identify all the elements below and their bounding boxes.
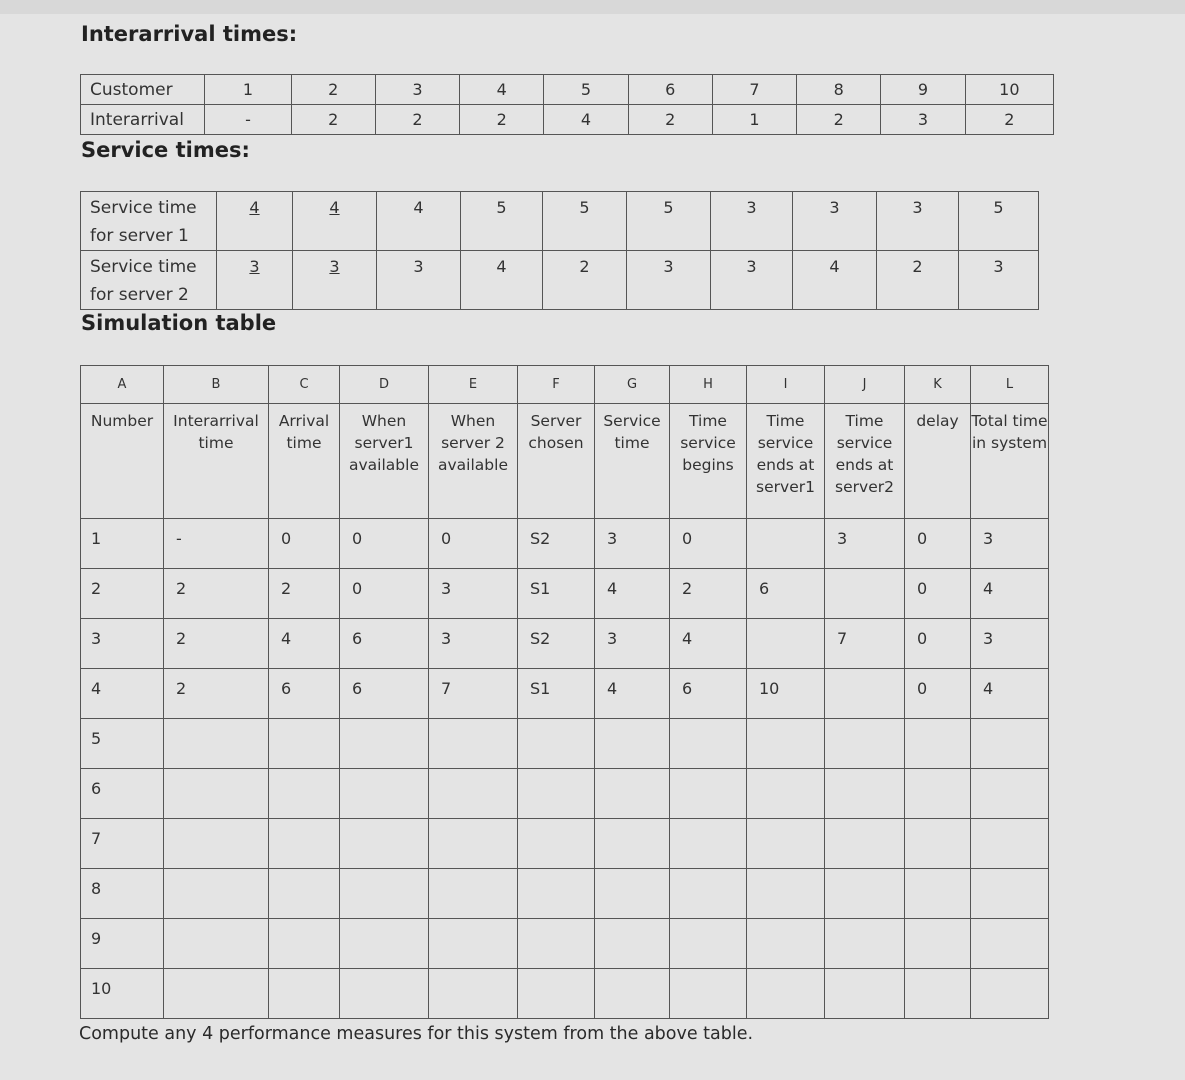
table-cell: S1 <box>518 569 595 619</box>
table-cell: 3 <box>377 251 461 310</box>
table-cell: 0 <box>905 619 971 669</box>
table-cell: 6 <box>269 669 340 719</box>
table-cell <box>971 719 1049 769</box>
table-cell: 0 <box>269 519 340 569</box>
table-cell <box>340 819 429 869</box>
table-cell: 3 <box>971 519 1049 569</box>
table-cell <box>164 769 269 819</box>
column-header-row <box>81 404 1049 519</box>
table-cell: 4 <box>460 75 544 105</box>
table-cell: 2 <box>375 105 459 135</box>
table-row <box>81 519 1049 569</box>
footer-instruction: Compute any 4 performance measures for this system from the above table. <box>79 1024 754 1044</box>
table-cell: 3 <box>825 519 905 569</box>
table-cell: 3 <box>375 75 459 105</box>
column-header: Number <box>81 404 164 519</box>
table-cell <box>825 769 905 819</box>
column-header: Interarrival time <box>164 404 269 519</box>
column-letter: L <box>971 366 1049 404</box>
table-cell: 3 <box>429 569 518 619</box>
table-cell <box>429 969 518 1019</box>
table-row <box>81 719 1049 769</box>
table-cell: 6 <box>340 619 429 669</box>
service-row <box>81 192 1039 251</box>
column-letter: J <box>825 366 905 404</box>
column-letter: H <box>670 366 747 404</box>
table-cell <box>269 769 340 819</box>
table-cell: - <box>164 519 269 569</box>
table-cell <box>825 569 905 619</box>
table-cell: 6 <box>81 769 164 819</box>
table-cell <box>971 969 1049 1019</box>
column-header: Service time <box>595 404 670 519</box>
table-row <box>81 819 1049 869</box>
table-cell: 0 <box>340 519 429 569</box>
column-letter: F <box>518 366 595 404</box>
table-row <box>81 669 1049 719</box>
table-cell: 5 <box>959 192 1039 251</box>
table-cell: 3 <box>293 251 377 310</box>
table-cell <box>747 619 825 669</box>
table-cell: 2 <box>543 251 627 310</box>
column-header: Time service ends at server1 <box>747 404 825 519</box>
table-cell: 5 <box>543 192 627 251</box>
row-label: Interarrival <box>81 105 205 135</box>
table-cell: 2 <box>797 105 881 135</box>
table-cell <box>905 919 971 969</box>
table-cell: 0 <box>905 519 971 569</box>
table-cell <box>747 969 825 1019</box>
table-cell <box>670 869 747 919</box>
table-cell <box>747 519 825 569</box>
table-cell <box>595 869 670 919</box>
table-cell: 4 <box>670 619 747 669</box>
table-cell: 10 <box>965 75 1053 105</box>
table-cell <box>670 919 747 969</box>
table-row <box>81 919 1049 969</box>
table-cell <box>518 719 595 769</box>
table-cell <box>747 719 825 769</box>
table-cell <box>825 719 905 769</box>
table-cell <box>825 669 905 719</box>
table-cell: 5 <box>544 75 628 105</box>
table-cell <box>518 819 595 869</box>
table-cell <box>340 919 429 969</box>
table-cell <box>905 869 971 919</box>
column-letter: I <box>747 366 825 404</box>
table-cell: 9 <box>81 919 164 969</box>
table-cell <box>164 969 269 1019</box>
table-cell <box>747 919 825 969</box>
table-cell <box>429 919 518 969</box>
table-cell: 3 <box>959 251 1039 310</box>
table-row <box>81 569 1049 619</box>
table-cell: 0 <box>905 669 971 719</box>
table-cell: 3 <box>595 619 670 669</box>
table-cell <box>340 719 429 769</box>
column-letter: E <box>429 366 518 404</box>
table-cell <box>747 769 825 819</box>
table-cell: 4 <box>217 192 293 251</box>
table-cell: S2 <box>518 619 595 669</box>
interarrival-table <box>80 74 1054 135</box>
table-row <box>81 869 1049 919</box>
table-cell: 2 <box>628 105 712 135</box>
table-cell: 1 <box>712 105 796 135</box>
table-cell <box>595 769 670 819</box>
table-cell <box>340 769 429 819</box>
table-cell: S1 <box>518 669 595 719</box>
table-cell: 2 <box>81 569 164 619</box>
table-row <box>81 619 1049 669</box>
table-cell <box>429 719 518 769</box>
table-cell: 3 <box>627 251 711 310</box>
table-cell <box>825 819 905 869</box>
column-letter: A <box>81 366 164 404</box>
table-cell <box>164 719 269 769</box>
table-cell: 8 <box>81 869 164 919</box>
table-cell: 3 <box>81 619 164 669</box>
table-cell: 7 <box>81 819 164 869</box>
interarrival-row <box>81 105 1054 135</box>
table-cell: 6 <box>628 75 712 105</box>
table-cell <box>429 819 518 869</box>
table-cell: 3 <box>793 192 877 251</box>
table-cell <box>518 919 595 969</box>
table-cell: 7 <box>429 669 518 719</box>
table-cell: 1 <box>205 75 291 105</box>
table-cell: 9 <box>881 75 965 105</box>
column-header: When server1 available <box>340 404 429 519</box>
table-cell <box>747 869 825 919</box>
table-cell: 3 <box>217 251 293 310</box>
table-cell <box>595 819 670 869</box>
table-cell: 2 <box>670 569 747 619</box>
table-cell: 4 <box>595 569 670 619</box>
table-cell: 4 <box>81 669 164 719</box>
table-cell: 7 <box>825 619 905 669</box>
table-cell: 6 <box>670 669 747 719</box>
column-letter-row <box>81 366 1049 404</box>
table-cell: 3 <box>711 192 793 251</box>
table-cell: 7 <box>712 75 796 105</box>
table-cell <box>269 819 340 869</box>
column-header: delay <box>905 404 971 519</box>
table-cell <box>595 919 670 969</box>
column-header: Server chosen <box>518 404 595 519</box>
row-label: Service time for server 2 <box>81 251 217 310</box>
top-strip <box>0 0 1185 14</box>
table-row <box>81 969 1049 1019</box>
service-row <box>81 251 1039 310</box>
table-cell: 4 <box>544 105 628 135</box>
table-cell: 3 <box>429 619 518 669</box>
table-cell <box>905 769 971 819</box>
table-cell <box>164 869 269 919</box>
column-letter: G <box>595 366 670 404</box>
simulation-table <box>80 365 1049 1019</box>
table-cell <box>670 819 747 869</box>
table-cell: 2 <box>965 105 1053 135</box>
table-cell: 3 <box>595 519 670 569</box>
table-cell <box>429 769 518 819</box>
column-letter: K <box>905 366 971 404</box>
table-cell: 0 <box>905 569 971 619</box>
table-cell: 4 <box>793 251 877 310</box>
table-cell: 0 <box>429 519 518 569</box>
table-cell <box>595 719 670 769</box>
table-cell: 2 <box>164 569 269 619</box>
table-cell: 3 <box>711 251 793 310</box>
table-cell: 10 <box>81 969 164 1019</box>
table-cell <box>269 969 340 1019</box>
table-cell <box>905 819 971 869</box>
table-cell: 10 <box>747 669 825 719</box>
table-cell: 4 <box>971 669 1049 719</box>
table-cell <box>971 769 1049 819</box>
table-cell: S2 <box>518 519 595 569</box>
column-letter: B <box>164 366 269 404</box>
table-cell: 0 <box>340 569 429 619</box>
table-cell <box>518 769 595 819</box>
table-cell: - <box>205 105 291 135</box>
table-cell <box>518 869 595 919</box>
table-cell: 5 <box>627 192 711 251</box>
table-cell: 0 <box>670 519 747 569</box>
table-cell <box>164 819 269 869</box>
table-cell: 4 <box>461 251 543 310</box>
table-cell: 6 <box>747 569 825 619</box>
column-header: Total time in system <box>971 404 1049 519</box>
table-cell: 3 <box>877 192 959 251</box>
table-cell: 2 <box>877 251 959 310</box>
table-cell: 4 <box>595 669 670 719</box>
table-cell <box>825 869 905 919</box>
table-cell: 2 <box>291 105 375 135</box>
table-cell <box>825 969 905 1019</box>
table-cell: 5 <box>461 192 543 251</box>
column-header: Arrival time <box>269 404 340 519</box>
table-cell <box>340 969 429 1019</box>
service-heading: Service times: <box>81 138 250 162</box>
column-header: Time service begins <box>670 404 747 519</box>
table-cell <box>670 719 747 769</box>
table-row <box>81 769 1049 819</box>
table-cell: 1 <box>81 519 164 569</box>
table-cell <box>971 919 1049 969</box>
row-label: Service time for server 1 <box>81 192 217 251</box>
table-cell <box>429 869 518 919</box>
table-cell <box>269 719 340 769</box>
table-cell: 4 <box>293 192 377 251</box>
table-cell <box>340 869 429 919</box>
interarrival-row <box>81 75 1054 105</box>
table-cell <box>971 819 1049 869</box>
table-cell: 5 <box>81 719 164 769</box>
table-cell <box>825 919 905 969</box>
table-cell <box>971 869 1049 919</box>
table-cell <box>670 769 747 819</box>
table-cell: 4 <box>269 619 340 669</box>
table-cell: 2 <box>291 75 375 105</box>
table-cell: 8 <box>797 75 881 105</box>
table-cell <box>595 969 670 1019</box>
table-cell: 3 <box>971 619 1049 669</box>
simulation-heading: Simulation table <box>81 311 277 335</box>
table-cell: 2 <box>164 669 269 719</box>
table-cell <box>670 969 747 1019</box>
service-table <box>80 191 1039 310</box>
table-cell: 2 <box>460 105 544 135</box>
table-cell <box>269 869 340 919</box>
table-cell: 2 <box>269 569 340 619</box>
interarrival-heading: Interarrival times: <box>81 22 298 46</box>
table-cell <box>905 719 971 769</box>
table-cell <box>269 919 340 969</box>
column-header: When server 2 available <box>429 404 518 519</box>
column-letter: C <box>269 366 340 404</box>
column-header: Time service ends at server2 <box>825 404 905 519</box>
table-cell: 3 <box>881 105 965 135</box>
table-cell: 6 <box>340 669 429 719</box>
table-cell <box>747 819 825 869</box>
row-label: Customer <box>81 75 205 105</box>
table-cell: 4 <box>377 192 461 251</box>
table-cell: 4 <box>971 569 1049 619</box>
table-cell <box>518 969 595 1019</box>
table-cell: 2 <box>164 619 269 669</box>
table-cell <box>164 919 269 969</box>
table-cell <box>905 969 971 1019</box>
column-letter: D <box>340 366 429 404</box>
